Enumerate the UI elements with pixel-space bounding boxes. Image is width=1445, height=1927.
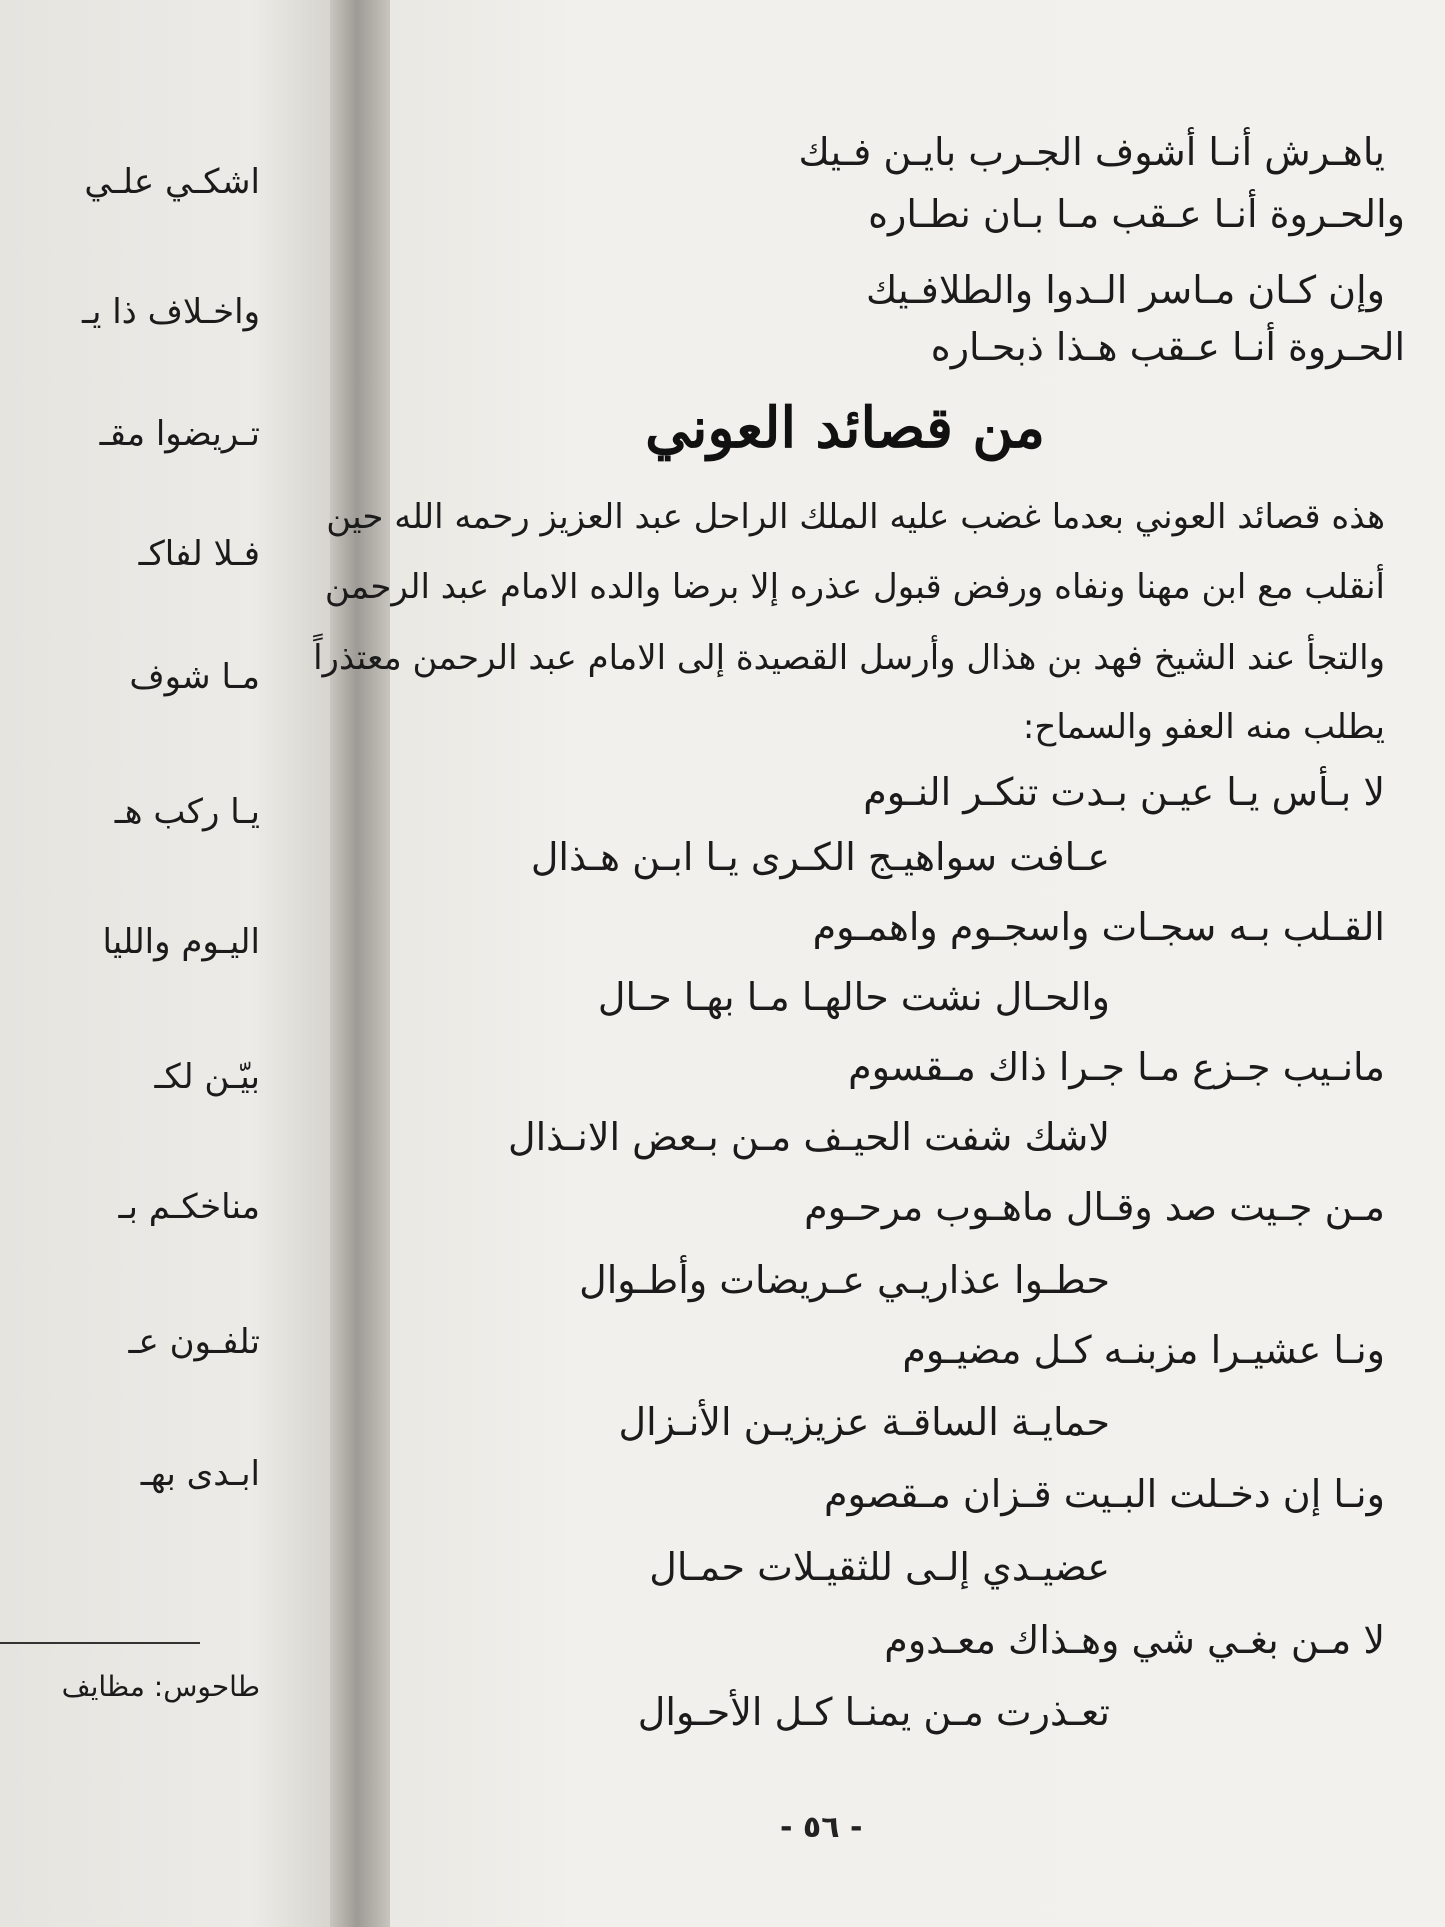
left-line: اشكـي علـي: [84, 162, 260, 202]
poem-verse: عضيـدي إلـى للثقيـلات حمـال: [649, 1545, 1110, 1589]
poem-verse: والحـال نشت حالهـا مـا بهـا حـال: [597, 975, 1110, 1019]
poem-verse: والحـروة أنـا عـقب مـا بـان نطـاره: [868, 192, 1405, 236]
poem-verse: لاشك شفت الحيـف مـن بـعض الانـذال: [508, 1115, 1110, 1159]
poem-verse: تعـذرت مـن يمنـا كـل الأحـوال: [637, 1690, 1110, 1734]
poem-verse: ونـا إن دخـلت البـيت قـزان مـقصوم: [823, 1472, 1385, 1516]
poem-verse: مـن جـيت صد وقـال ماهـوب مرحـوم: [804, 1185, 1385, 1229]
left-line: مناخكـم بـ: [118, 1187, 260, 1227]
poem-verse: عـافت سواهيـج الكـرى يـا ابـن هـذال: [530, 835, 1110, 879]
poem-verse: حمايـة الساقـة عزيزيـن الأنـزال: [618, 1400, 1110, 1444]
left-line: يـا ركب هـ: [114, 792, 260, 832]
section-heading: من قصائد العوني: [645, 395, 1045, 461]
poem-verse: القـلب بـه سجـات واسجـوم واهمـوم: [812, 905, 1385, 949]
left-line: تلفـون عـ: [128, 1322, 260, 1362]
intro-line: يطلب منه العفو والسماح:: [1022, 707, 1385, 747]
poem-verse: ونـا عشيـرا مزبنـه كـل مضيـوم: [902, 1328, 1385, 1372]
poem-verse: ياهـرش أنـا أشوف الجـرب بايـن فـيك: [798, 130, 1385, 174]
poem-verse: وإن كـان مـاسر الـدوا والطلافـيك: [866, 268, 1385, 312]
poem-verse: حطـوا عذاريـي عـريضات وأطـوال: [579, 1258, 1110, 1302]
intro-line: والتجأ عند الشيخ فهد بن هذال وأرسل القصيدة إلى الامام عبد الرحمن معتذراً: [313, 638, 1385, 678]
left-footnote: طاحوس: مظايف: [61, 1670, 260, 1703]
book-gutter: [330, 0, 390, 1927]
left-line: بيّـن لكـ: [154, 1057, 260, 1097]
left-line: تـريضوا مقـ: [99, 414, 260, 454]
page-number: - ٥٦ -: [780, 1810, 863, 1845]
intro-line: هذه قصائد العوني بعدما غضب عليه الملك الراحل عبد العزيز رحمه الله حين: [326, 497, 1385, 537]
left-line: فـلا لفاكـ: [138, 534, 260, 574]
footnote-rule: [0, 1642, 200, 1644]
poem-verse: مانـيب جـزع مـا جـرا ذاك مـقسوم: [848, 1045, 1385, 1089]
intro-line: أنقلب مع ابن مهنا ونفاه ورفض قبول عذره إلا برضا والده الامام عبد الرحمن: [324, 567, 1385, 607]
left-line: ابـدى بهـ: [140, 1454, 260, 1494]
poem-verse: الحـروة أنـا عـقب هـذا ذبحـاره: [930, 325, 1405, 369]
left-line: اليـوم والليا: [102, 922, 260, 962]
left-line: مـا شوف: [129, 657, 260, 697]
poem-verse: لا بـأس يـا عيـن بـدت تنكـر النـوم: [863, 770, 1385, 814]
left-line: واخـلاف ذا يـ: [81, 292, 260, 332]
poem-verse: لا مـن بغـي شي وهـذاك معـدوم: [884, 1618, 1385, 1662]
